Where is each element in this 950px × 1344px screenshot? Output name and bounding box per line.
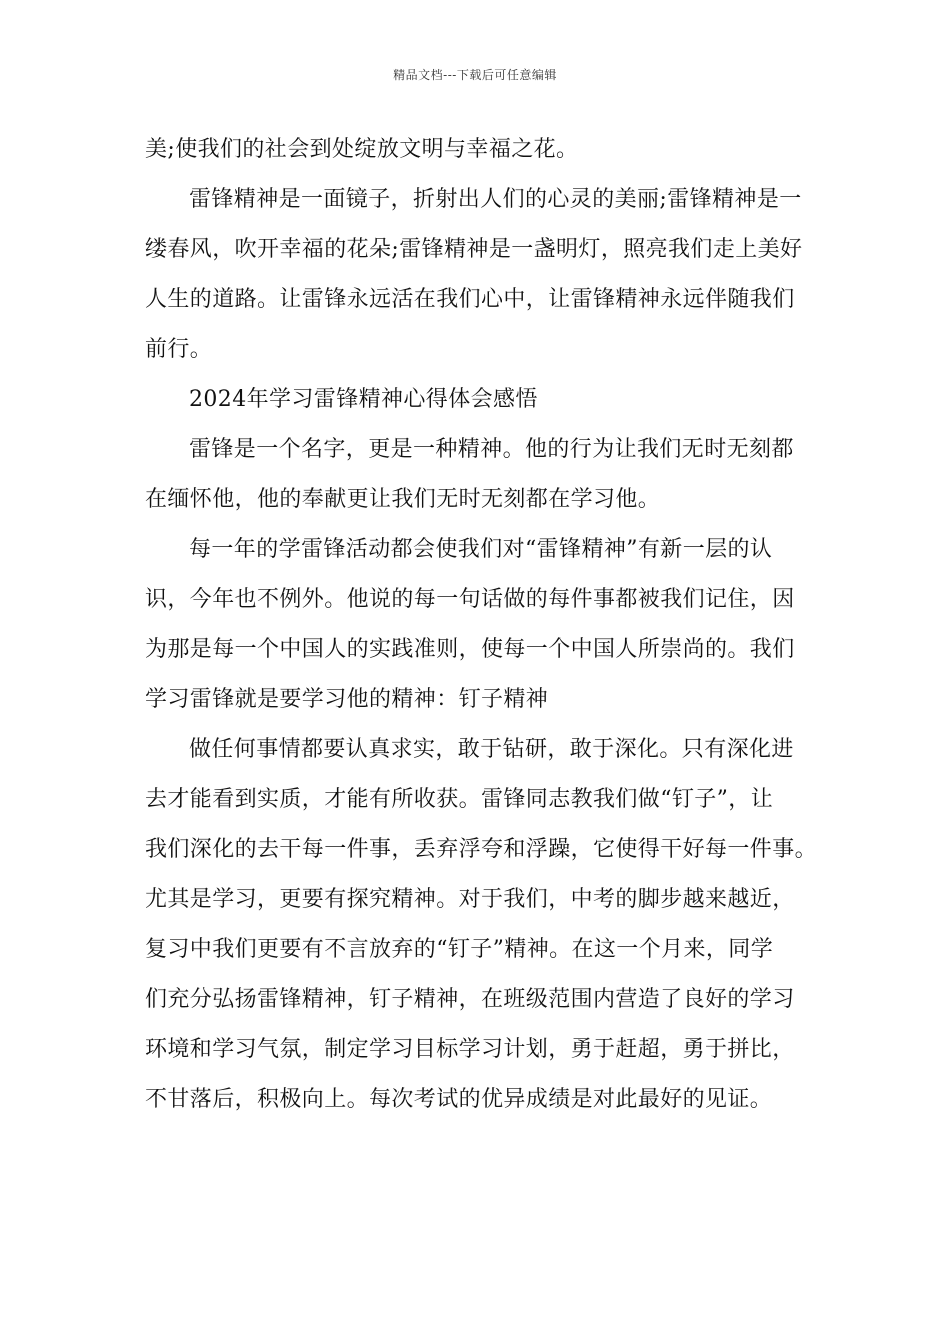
text-line: 尤其是学习，更要有探究精神。对于我们，中考的脚步越来越近， (145, 887, 795, 912)
text-line: 们充分弘扬雷锋精神，钉子精神，在班级范围内营造了良好的学习 (145, 987, 795, 1012)
text-line: 识，今年也不例外。他说的每一句话做的每件事都被我们记住，因 (145, 587, 795, 612)
text-line: 雷锋是一个名字，更是一种精神。他的行为让我们无时无刻都 (189, 437, 794, 462)
text-line: 前行。 (145, 337, 213, 362)
section-heading: 2024年学习雷锋精神心得体会感悟 (189, 387, 538, 412)
text-line: 做任何事情都要认真求实，敢于钻研，敢于深化。只有深化进 (189, 737, 794, 762)
text-line: 去才能看到实质，才能有所收获。雷锋同志教我们做“钉子”，让 (145, 787, 774, 812)
text-line: 在缅怀他，他的奉献更让我们无时无刻都在学习他。 (145, 487, 661, 512)
text-line: 复习中我们更要有不言放弃的“钉子”精神。在这一个月来，同学 (145, 937, 774, 962)
page-header: 精品文档---下载后可任意编辑 (393, 68, 557, 82)
text-line: 雷锋精神是一面镜子，折射出人们的心灵的美丽;雷锋精神是一 (189, 187, 802, 212)
text-line: 缕春风，吹开幸福的花朵;雷锋精神是一盏明灯，照亮我们走上美好 (145, 237, 803, 262)
text-line: 为那是每一个中国人的实践准则，使每一个中国人所崇尚的。我们 (145, 637, 795, 662)
text-line: 每一年的学雷锋活动都会使我们对“雷锋精神”有新一层的认 (189, 537, 773, 562)
text-line: 我们深化的去干每一件事，丢弃浮夸和浮躁，它使得干好每一件事。 (145, 837, 818, 862)
text-line: 学习雷锋就是要学习他的精神：钉子精神 (145, 687, 549, 712)
text-line: 不甘落后，积极向上。每次考试的优异成绩是对此最好的见证。 (145, 1087, 773, 1112)
text-line: 美;使我们的社会到处绽放文明与幸福之花。 (145, 137, 579, 162)
text-line: 人生的道路。让雷锋永远活在我们心中，让雷锋精神永远伴随我们 (145, 287, 795, 312)
text-line: 环境和学习气氛，制定学习目标学习计划，勇于赶超，勇于拼比， (145, 1037, 795, 1062)
